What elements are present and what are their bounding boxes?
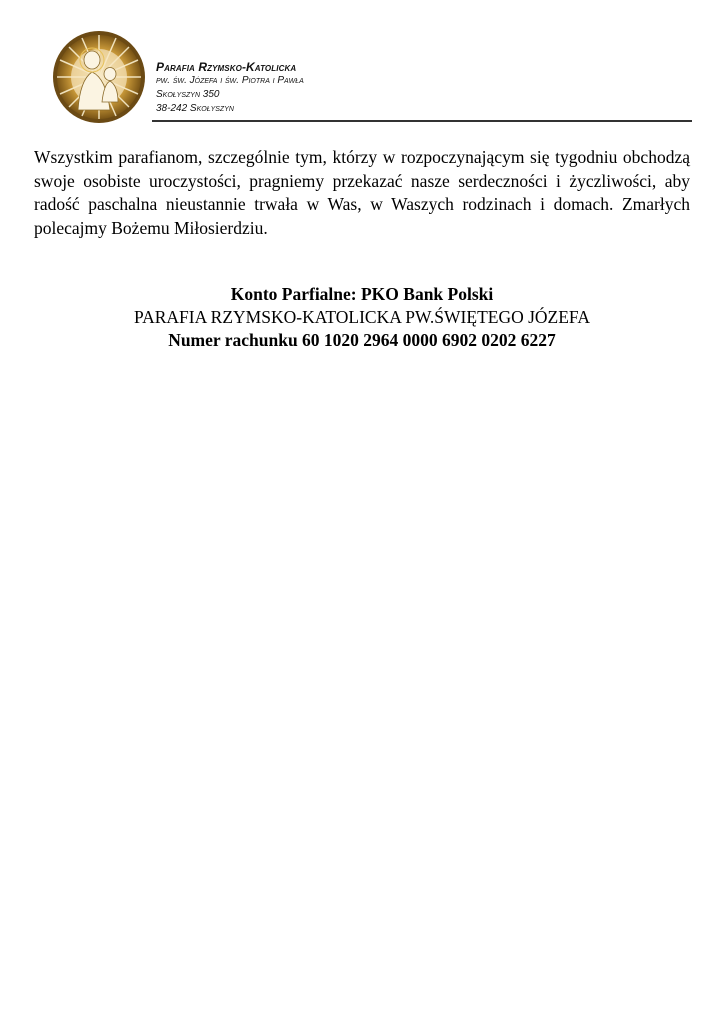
parish-logo bbox=[52, 30, 146, 124]
parish-street: Skołyszyn 350 bbox=[156, 89, 220, 100]
letterhead bbox=[52, 30, 692, 122]
account-number: Numer rachunku 60 1020 2964 0000 6902 0202 6227 bbox=[168, 330, 556, 350]
parish-patrons: pw. św. Józefa i św. Piotra i Pawła bbox=[156, 75, 304, 86]
account-holder: PARAFIA RZYMSKO-KATOLICKA PW.ŚWIĘTEGO JÓZEFA bbox=[133, 307, 591, 327]
parish-name: Parafia Rzymsko-Katolicka bbox=[156, 60, 297, 74]
parish-postal: 38-242 Skołyszyn bbox=[156, 103, 234, 114]
greeting-paragraph: Wszystkim parafianom, szczególnie tym, którzy w rozpoczynającym się tygodniu obchodzą swoje osobiste uroczystości, pragniemy przekazać nasze serdeczności i życzliwości, aby radość paschalna nieustannie trwała w Was, w Waszych rodzinach i domach. Zmarłych polecajmy Bożemu Miłosierdziu. bbox=[34, 147, 690, 238]
account-info bbox=[0, 283, 724, 352]
account-title: Konto Parfialne: PKO Bank Polski bbox=[230, 284, 494, 304]
parish-address bbox=[156, 60, 304, 116]
header-divider bbox=[152, 120, 692, 122]
